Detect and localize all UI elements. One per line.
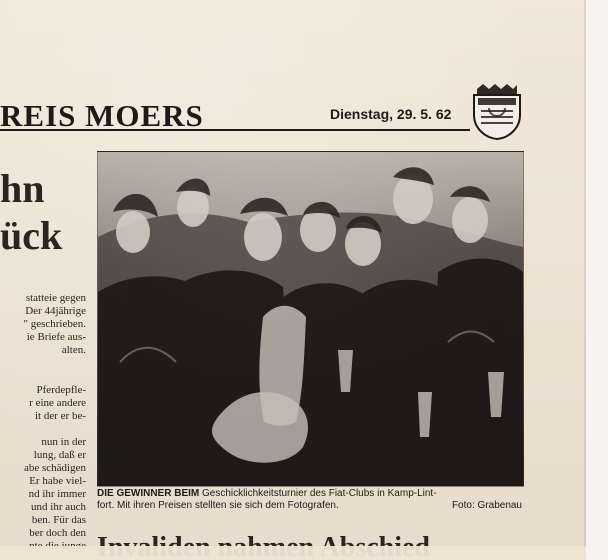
article-column-fragment-1 [0, 292, 86, 357]
text-line: abe schädigen [24, 462, 86, 474]
caption-line-1 [97, 488, 522, 500]
photo-caption [97, 488, 522, 512]
text-line: ben. Für das [31, 514, 86, 526]
newspaper-photo [97, 151, 524, 487]
group-photo-illustration [98, 152, 523, 486]
text-line: Der 44jährige [25, 305, 86, 317]
caption-line-2: fort. Mit ihren Preisen stellten sie sich dem Fotografen. [97, 500, 339, 511]
text-line: ie Briefe aus- [26, 331, 86, 343]
text-line: nun in der [41, 436, 86, 448]
caption-lead: DIE GEWINNER BEIM [97, 488, 200, 499]
text-line: r eine andere [29, 397, 86, 409]
bottom-page-edge [0, 546, 586, 560]
coat-of-arms-icon [471, 82, 523, 140]
caption-rest: Geschicklichkeitsturnier des Fiat-Clubs in Kamp-Lint- [199, 488, 437, 499]
text-line: ber doch den [29, 527, 86, 539]
text-line: und ihr auch [31, 501, 86, 513]
headline-fragment-top: hn [0, 166, 45, 211]
masthead-rule [0, 129, 470, 131]
text-line: lung, daß er [33, 449, 86, 461]
text-line: statteie gegen [25, 292, 86, 304]
text-line: Er habe viel- [29, 475, 86, 487]
article-column-fragment-3 [0, 436, 86, 553]
section-title: REIS MOERS [0, 98, 204, 133]
text-line: " geschrieben. [23, 318, 86, 330]
headline-fragment-bottom: ück [0, 213, 63, 258]
text-line: it der er be- [35, 410, 86, 422]
photo-credit: Foto: Grabenau [451, 500, 522, 511]
article-column-fragment-2 [0, 384, 86, 423]
paper-edge-strip [586, 0, 608, 560]
paper-fold-shadow [584, 0, 586, 560]
issue-date: Dienstag, 29. 5. 62 [330, 106, 452, 122]
text-line: alten. [61, 344, 86, 356]
text-line: nd ihr immer [28, 488, 86, 500]
text-line: Pferdepfle- [36, 384, 86, 396]
